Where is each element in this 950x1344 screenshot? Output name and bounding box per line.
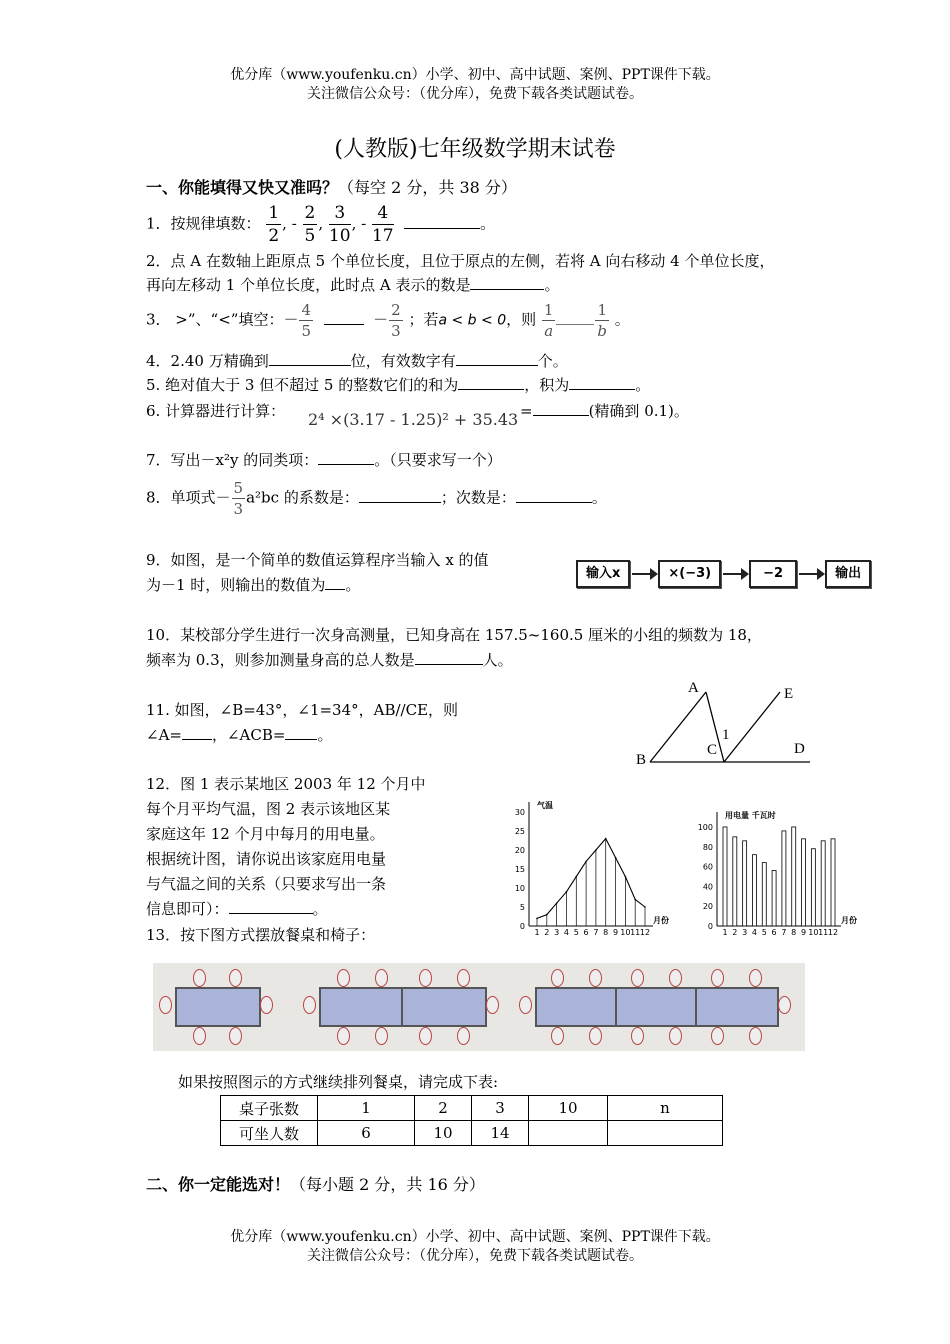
section-1-note: （每空 2 分，共 38 分）: [338, 178, 517, 197]
footer-line-1: 优分库（www.youfenku.cn）小学、初中、高中试题、案例、PPT课件下载。: [230, 1229, 720, 1245]
q1-end: 。: [480, 214, 496, 233]
table-cell: n: [608, 1096, 723, 1121]
chair: [589, 1027, 602, 1045]
x-tick-label: 11: [630, 928, 641, 937]
line-ce: [724, 692, 780, 762]
y-tick-label: 5: [519, 903, 525, 912]
section-1-title: 一、你能填得又快又准吗？: [146, 178, 339, 197]
table-2-1: [319, 987, 405, 1027]
x-tick-label: 1: [534, 928, 540, 937]
q6-equals: =: [520, 402, 533, 420]
table-row: [221, 1096, 723, 1121]
q7-text-b: 。（只要求写一个）: [374, 451, 502, 469]
x-tick-label: 5: [573, 928, 579, 937]
chair: [669, 969, 682, 987]
x-tick-label: 9: [612, 928, 619, 937]
q3-prefix: 3． >”、“<”填空：: [146, 310, 284, 329]
q3-mid: ；若: [408, 310, 439, 329]
question-10-line-2: [146, 647, 513, 673]
q12-line-4: 根据统计图，请你说出该家庭用电量: [146, 850, 387, 868]
table-cell: 可坐人数: [221, 1121, 318, 1146]
flow-subtract-box: −2: [749, 560, 797, 588]
question-8: [146, 478, 607, 519]
bar: [772, 871, 776, 926]
q3-fraction-2: $\frac{2}{3}$: [391, 301, 401, 340]
line-ab: [650, 692, 706, 762]
q9-flowchart: [576, 560, 871, 588]
x-tick-label: 9: [800, 928, 807, 937]
q1-fraction-3: $\frac{3}{10}$: [328, 203, 351, 246]
flow-input-box: 输入x: [576, 560, 630, 588]
question-7: [146, 447, 502, 473]
q3-blank-1[interactable]: [324, 324, 364, 325]
bar: [802, 839, 806, 926]
question-11-line-2: [146, 722, 332, 748]
q5-blank-1[interactable]: [458, 389, 524, 390]
chair: [159, 996, 172, 1014]
chair: [551, 1027, 564, 1045]
q5-blank-2[interactable]: [569, 389, 635, 390]
footer-line-2: 关注微信公众号：（优分库），免费下载各类试题试卷。: [307, 1248, 643, 1264]
data-point: [615, 857, 617, 859]
chair: [589, 969, 602, 987]
chair: [229, 969, 242, 987]
q8-blank-1[interactable]: [359, 502, 441, 503]
q12-line-6: 信息即可）：: [146, 900, 229, 918]
electricity-chart: [693, 808, 855, 936]
chair: [749, 1027, 762, 1045]
table-3-2: [615, 987, 699, 1027]
chair: [303, 996, 316, 1014]
question-11-line-1: 11. 如图，∠B=43°，∠1=34°，AB//CE，则: [146, 701, 459, 719]
table-2-2: [401, 987, 487, 1027]
chair: [631, 969, 644, 987]
bar: [831, 839, 835, 926]
q3-fraction-4: $\frac{1}{b}$: [597, 301, 608, 340]
label-angle-1: 1: [722, 727, 730, 743]
bar: [723, 827, 727, 926]
chair: [711, 1027, 724, 1045]
q7-blank[interactable]: [318, 464, 374, 465]
q4-text-a: 4．2.40 万精确到: [146, 352, 269, 370]
table-1-1: [175, 987, 261, 1027]
q4-blank-2[interactable]: [456, 365, 538, 366]
data-point: [546, 914, 548, 916]
q4-blank-1[interactable]: [269, 365, 351, 366]
chair: [669, 1027, 682, 1045]
y-tick-label: 40: [702, 882, 713, 892]
q8-text-a: 8．单项式－: [146, 488, 231, 507]
q13-intro: 如果按照图示的方式继续排列餐桌，请完成下表:: [178, 1073, 499, 1091]
page-title: (人教版)七年级数学期末试卷: [334, 137, 616, 162]
x-tick-label: 12: [827, 928, 839, 937]
table-cell: 1: [318, 1096, 415, 1121]
x-axis-label: 月份: [841, 916, 857, 925]
question-2-line-2: [146, 272, 559, 298]
data-point: [585, 861, 587, 863]
q1-sep-2: , -: [351, 214, 367, 233]
question-2-line-1: 2．点 A 在数轴上距原点 5 个单位长度，且位于原点的左侧，若将 A 向右移动 4 个单位长度，: [146, 252, 775, 270]
q8-blank-2[interactable]: [516, 502, 592, 503]
data-point: [634, 899, 636, 901]
q7-text-a: 7．写出－x²y 的同类项：: [146, 451, 319, 469]
section-2-note: （每小题 2 分，共 16 分）: [290, 1175, 485, 1194]
bar: [762, 863, 766, 926]
x-tick-label: 2: [544, 928, 550, 937]
q12-line-1: 12．图 1 表示某地区 2003 年 12 个月中: [146, 775, 426, 793]
q9-text: 为－1 时，则输出的数值为: [146, 576, 326, 594]
question-9-line-1: 9．如图，是一个简单的数值运算程序当输入 x 的值: [146, 551, 489, 569]
q11-text-b: ，∠ACB=: [211, 726, 286, 744]
y-tick-label: 25: [514, 827, 525, 836]
chair: [375, 1027, 388, 1045]
answer-cell-n[interactable]: [608, 1121, 723, 1146]
table-3-3: [695, 987, 779, 1027]
section-2-title: 二、你一定能选对！: [146, 1175, 291, 1194]
x-tick-label: 3: [554, 928, 560, 937]
chair: [749, 969, 762, 987]
question-13-title: 13．按下图方式摆放餐桌和椅子：: [146, 926, 376, 944]
q2-text: 再向左移动 1 个单位长度，此时点 A 表示的数是: [146, 276, 471, 294]
q1-fraction-1: $\frac{1}{2}$: [268, 203, 280, 246]
bar: [743, 841, 747, 926]
bar: [752, 855, 756, 926]
q9-blank[interactable]: [325, 589, 345, 590]
chair: [631, 1027, 644, 1045]
y-tick-label: 15: [514, 865, 525, 874]
y-tick-label: 100: [697, 822, 713, 832]
bar: [733, 837, 737, 926]
q6-expression: 2⁴ ×(3.17 - 1.25)² + 35.43: [308, 410, 519, 429]
question-1: 1．按规律填数： $\frac{1}{2}$ , - $\frac{2}{5}$ , $\frac{3}{10}$ , - $\frac{4}{17}$ 。: [146, 203, 496, 246]
chair: [778, 996, 791, 1014]
data-point: [605, 838, 607, 840]
q5-text-a: 5. 绝对值大于 3 但不超过 5 的整数它们的和为: [146, 376, 459, 394]
x-tick-label: 10: [808, 928, 819, 937]
x-tick-label: 1: [722, 928, 728, 937]
x-tick-label: 5: [761, 928, 767, 937]
q11-blank-1[interactable]: [182, 739, 212, 740]
flow-arrow-2: [723, 573, 747, 575]
x-tick-label: 6: [771, 928, 777, 937]
table-cell: 10: [529, 1096, 608, 1121]
flow-multiply-box: ×(−3): [658, 560, 721, 588]
temperature-chart: [505, 798, 669, 937]
x-tick-label: 11: [818, 928, 829, 937]
q3-then: ，则: [506, 310, 537, 329]
q10-end: 人。: [482, 651, 513, 669]
q3-condition: a < b < 0: [438, 312, 507, 329]
x-tick-label: 7: [781, 928, 787, 937]
section-1-heading: [146, 175, 517, 198]
chair: [229, 1027, 242, 1045]
q6-answer: [520, 398, 689, 424]
x-tick-label: 10: [620, 928, 631, 937]
data-point: [536, 918, 538, 920]
q4-text-b: 位，有效数字有: [350, 352, 456, 370]
chair: [457, 1027, 470, 1045]
question-3: 3． >”、“<”填空：－ $\frac{4}{5}$ － $\frac{2}{3}$ ；若a < b < 0，则 $\frac{1}{a}$ $\frac{1}{b}$ 。: [146, 301, 630, 340]
question-12: [146, 772, 446, 922]
answer-cell-10[interactable]: [529, 1121, 608, 1146]
chair: [551, 969, 564, 987]
tables-and-chairs-figure: [153, 963, 805, 1051]
bar: [811, 849, 815, 926]
q1-fraction-4: $\frac{4}{17}$: [371, 203, 394, 246]
chair: [337, 1027, 350, 1045]
label-a: A: [688, 680, 699, 696]
section-2-heading: [146, 1172, 485, 1195]
q2-end: 。: [544, 276, 560, 294]
x-tick-label: 2: [732, 928, 738, 937]
x-tick-label: 4: [563, 928, 570, 937]
q5-text-b: ，积为: [524, 376, 570, 394]
x-tick-label: 6: [583, 928, 589, 937]
data-point: [556, 902, 558, 904]
q1-fraction-2: $\frac{2}{5}$: [304, 203, 316, 246]
table-row: [221, 1121, 723, 1146]
q10-blank[interactable]: [415, 664, 483, 665]
q6-blank[interactable]: [533, 415, 589, 416]
y-tick-label: 0: [519, 922, 525, 931]
q9-end: 。: [345, 576, 361, 594]
label-e: E: [784, 686, 794, 702]
y-tick-label: 30: [514, 808, 525, 817]
data-point: [595, 849, 597, 851]
chair: [419, 1027, 432, 1045]
table-cell: 14: [472, 1121, 529, 1146]
table-cell: 10: [415, 1121, 472, 1146]
q12-end: 。: [312, 900, 328, 918]
q2-blank[interactable]: [470, 289, 544, 290]
chair: [457, 969, 470, 987]
chair: [711, 969, 724, 987]
q11-text-a: ∠A=: [146, 726, 182, 744]
header-line-1: 优分库（www.youfenku.cn）小学、初中、高中试题、案例、PPT课件下载。: [230, 67, 720, 83]
data-point: [575, 876, 577, 878]
question-4: [146, 348, 568, 374]
x-tick-label: 12: [639, 928, 651, 937]
flow-arrow-3: [799, 573, 823, 575]
x-tick-label: 7: [593, 928, 599, 937]
y-axis-label: 气温: [537, 801, 553, 810]
question-9-line-2: [146, 572, 360, 598]
data-point: [566, 891, 568, 893]
chair: [419, 969, 432, 987]
table-cell: 3: [472, 1096, 529, 1121]
table-cell: 6: [318, 1121, 415, 1146]
y-tick-label: 0: [707, 922, 713, 931]
temperature-line: [537, 839, 645, 919]
bar: [821, 841, 825, 926]
data-point: [644, 906, 646, 908]
bar: [792, 827, 796, 926]
table-cell: 2: [415, 1096, 472, 1121]
chair: [337, 969, 350, 987]
chair: [519, 996, 532, 1014]
y-tick-label: 60: [702, 862, 713, 872]
bar: [782, 831, 786, 926]
q12-blank[interactable]: [229, 913, 313, 914]
q12-line-5: 与气温之间的关系（只要求写出一条: [146, 875, 387, 893]
question-6: [146, 398, 285, 424]
y-axis-label: 用电量 千瓦时: [725, 811, 776, 820]
q8-fraction: $\frac{5}{3}$: [233, 479, 244, 518]
q6-text-c: (精确到 0.1)。: [588, 402, 689, 420]
label-d: D: [794, 741, 805, 757]
y-tick-label: 80: [702, 842, 713, 852]
flow-arrow-1: [632, 573, 656, 575]
q8-text-d: 。: [591, 488, 607, 507]
data-point: [625, 876, 627, 878]
q3-fraction-1: $\frac{4}{5}$: [301, 301, 312, 340]
flow-output-box: 输出: [825, 560, 871, 588]
q11-end: 。: [317, 726, 333, 744]
x-tick-label: 4: [751, 928, 758, 937]
q3-end: 。: [614, 310, 630, 329]
chair: [193, 1027, 206, 1045]
q3-fraction-3: $\frac{1}{a}$: [543, 301, 554, 340]
q1-blank[interactable]: [404, 228, 480, 229]
y-tick-label: 20: [702, 902, 713, 912]
chair: [375, 969, 388, 987]
q10-text: 频率为 0.3，则参加测量身高的总人数是: [146, 651, 415, 669]
q4-text-c: 个。: [537, 352, 568, 370]
table-cell: 桌子张数: [221, 1096, 318, 1121]
header-line-2: 关注微信公众号：（优分库），免费下载各类试题试卷。: [307, 86, 643, 102]
q11-blank-2[interactable]: [285, 739, 317, 740]
chair: [260, 996, 273, 1014]
chair: [193, 969, 206, 987]
y-tick-label: 20: [514, 846, 525, 855]
q12-line-2: 每个月平均气温，图 2 表示该地区某: [146, 800, 391, 818]
label-c: C: [707, 742, 718, 758]
label-b: B: [636, 752, 647, 768]
q11-geometry-figure: [630, 676, 820, 772]
q8-text-c: ；次数是：: [440, 488, 516, 507]
q6-text-a: 6. 计算器进行计算：: [146, 402, 286, 420]
q13-answer-table: [220, 1095, 723, 1146]
x-tick-label: 8: [603, 928, 609, 937]
x-tick-label: 8: [791, 928, 797, 937]
question-10-line-1: 10．某校部分学生进行一次身高测量，已知身高在 157.5~160.5 厘米的小组的频数为 18，: [146, 626, 762, 644]
q3-blank-2[interactable]: [556, 324, 594, 325]
x-tick-label: 3: [742, 928, 748, 937]
q12-line-3: 家庭这年 12 个月中每月的用电量。: [146, 825, 385, 843]
q1-sep: , -: [282, 214, 297, 233]
y-tick-label: 10: [514, 884, 525, 893]
chair: [486, 996, 499, 1014]
q1-prefix: 1．按规律填数：: [146, 214, 261, 233]
table-3-1: [535, 987, 619, 1027]
q5-text-c: 。: [635, 376, 651, 394]
x-axis-label: 月份: [653, 916, 669, 925]
question-5: [146, 372, 650, 398]
q8-text-b: a²bc 的系数是：: [246, 488, 359, 507]
